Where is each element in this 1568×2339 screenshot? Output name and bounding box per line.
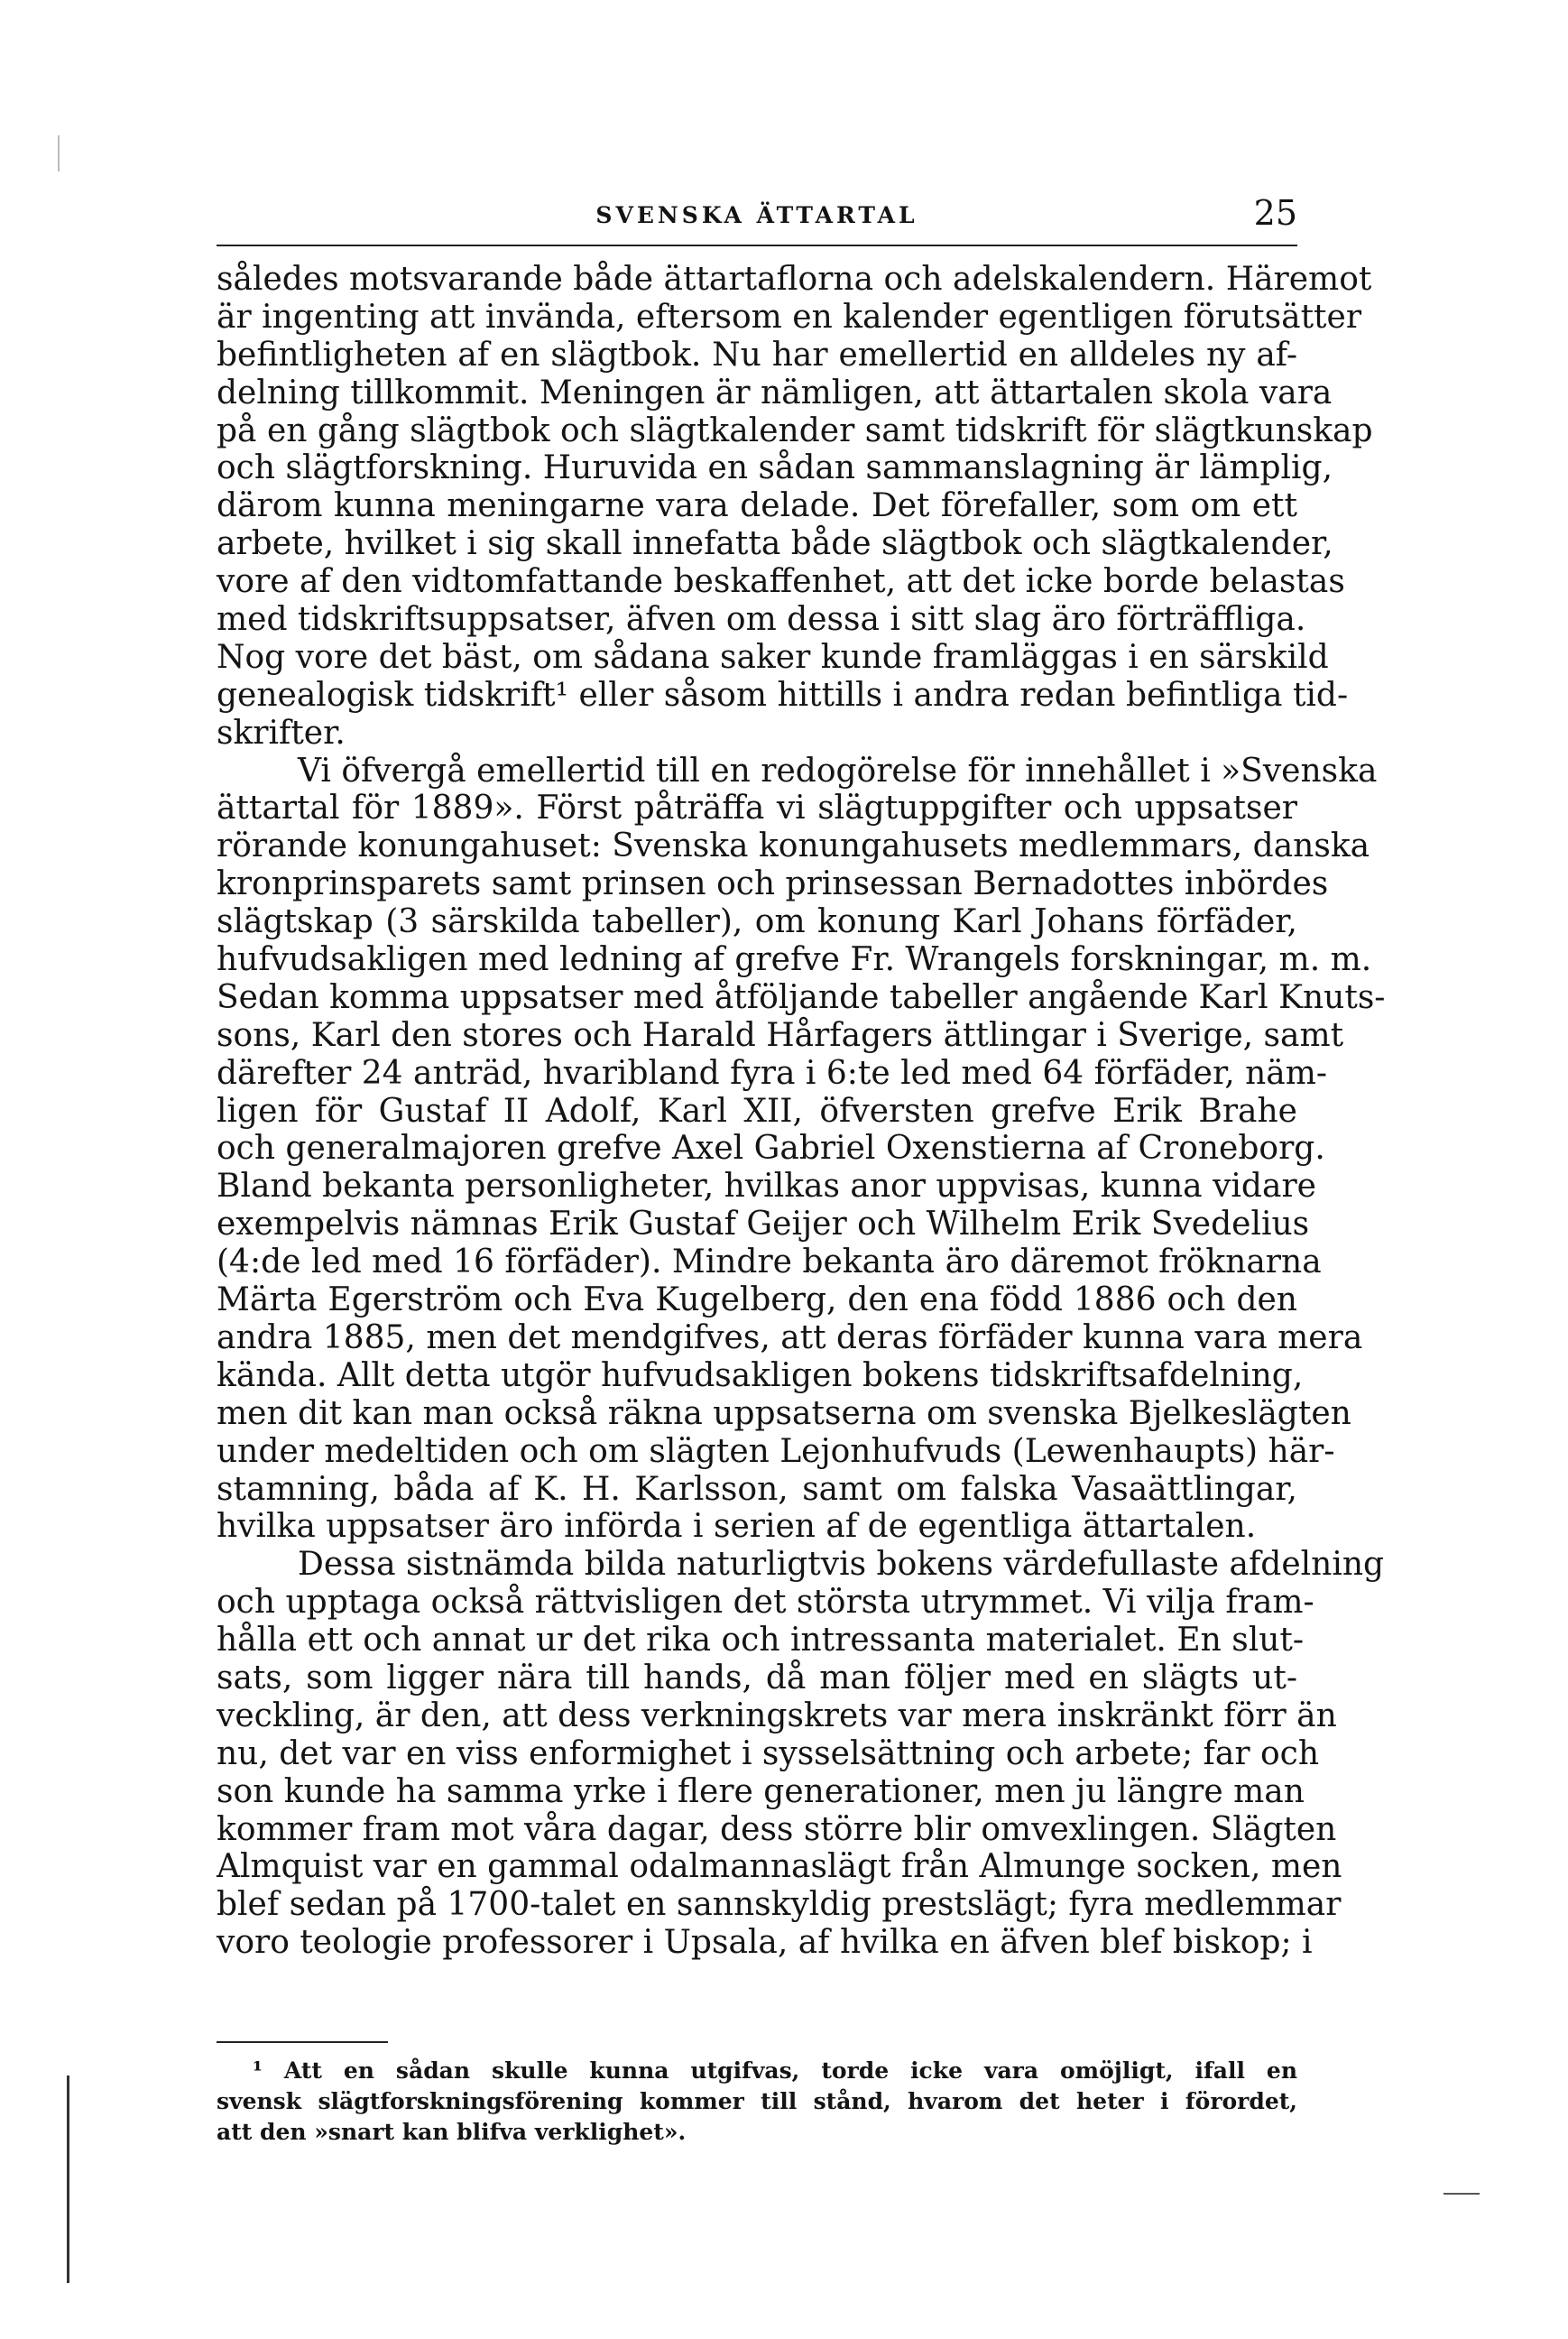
page-number: 25 bbox=[1253, 193, 1297, 233]
text-line: genealogisk tidskrift¹ eller såsom hittills i andra redan befintliga tid- bbox=[217, 676, 1349, 714]
text-line: voro teologie professorer i Upsala, af hvilka en äfven blef biskop; i bbox=[217, 1924, 1313, 1962]
footnote-line: att den »snart kan blifva verklighet». bbox=[217, 2119, 687, 2145]
text-line: (4:de led med 16 förfäder). Mindre bekanta äro däremot fröknarna bbox=[217, 1243, 1322, 1281]
text-line: skrifter. bbox=[217, 714, 346, 752]
header-rule bbox=[217, 245, 1297, 246]
text-line: Almquist var en gammal odalmannaslägt från Almunge socken, men bbox=[217, 1848, 1342, 1886]
text-line: Nog vore det bäst, om sådana saker kunde framläggas i en särskild bbox=[217, 638, 1329, 676]
footnote-line: svensk slägtforskningsförening kommer till stånd, hvarom det heter i förordet, bbox=[217, 2088, 1297, 2114]
body-text bbox=[217, 261, 1386, 1962]
text-line: sats, som ligger nära till hands, då man följer med en slägts ut- bbox=[217, 1659, 1297, 1696]
text-line: befintligheten af en slägtbok. Nu har emellertid en alldeles ny af- bbox=[217, 336, 1297, 374]
text-line: blef sedan på 1700-talet en sannskyldig prestslägt; fyra medlemmar bbox=[217, 1886, 1342, 1924]
text-line: nu, det var en viss enformighet i sysselsättning och arbete; far och bbox=[217, 1734, 1320, 1772]
text-line: därefter 24 anträd, hvaribland fyra i 6:te led med 64 förfäder, näm- bbox=[217, 1054, 1328, 1092]
text-line: son kunde ha samma yrke i flere generationer, men ju längre man bbox=[217, 1772, 1305, 1810]
text-line: arbete, hvilket i sig skall innefatta både slägtbok och slägtkalender, bbox=[217, 525, 1333, 563]
text-line: på en gång slägtbok och slägtkalender samt tidskrift för slägtkunskap bbox=[217, 411, 1373, 449]
text-line: hufvudsakligen med ledning af grefve Fr. Wrangels forskningar, m. m. bbox=[217, 941, 1372, 979]
text-line: Märta Egerström och Eva Kugelberg, den ena född 1886 och den bbox=[217, 1281, 1297, 1319]
footnote-rule bbox=[217, 2041, 388, 2043]
text-line: kända. Allt detta utgör hufvudsakligen bokens tidskriftsafdelning, bbox=[217, 1356, 1304, 1394]
page-header bbox=[217, 193, 1297, 245]
text-line: stamning, båda af K. H. Karlsson, samt om falska Vasaättlingar, bbox=[217, 1470, 1297, 1508]
text-line: och generalmajoren grefve Axel Gabriel Oxenstierna af Croneborg. bbox=[217, 1130, 1325, 1168]
text-line: hvilka uppsatser äro införda i serien af de egentliga ättartalen. bbox=[217, 1508, 1257, 1546]
text-line: ättartal för 1889». Först påträffa vi slägtuppgifter och uppsatser bbox=[217, 790, 1297, 827]
text-line: delning tillkommit. Meningen är nämligen, att ättartalen skola vara bbox=[217, 374, 1333, 411]
text-line: och upptaga också rättvisligen det största utrymmet. Vi vilja fram- bbox=[217, 1584, 1314, 1622]
text-line: vore af den vidtomfattande beskaffenhet, att det icke borde belastas bbox=[217, 563, 1345, 601]
text-line: med tidskriftsuppsatser, äfven om dessa i sitt slag äro förträffliga. bbox=[217, 601, 1306, 639]
text-line: sons, Karl den stores och Harald Hårfagers ättlingar i Sverige, samt bbox=[217, 1016, 1344, 1054]
text-line: och slägtforskning. Huruvida en sådan sammanslagning är lämplig, bbox=[217, 449, 1333, 487]
text-line: är ingenting att invända, eftersom en kalender egentligen förutsätter bbox=[217, 298, 1362, 336]
text-line: därom kunna meningarne vara delade. Det förefaller, som om ett bbox=[217, 487, 1297, 525]
text-line: under medeltiden och om slägten Lejonhufvuds (Lewenhaupts) här- bbox=[217, 1432, 1335, 1470]
text-line: kronprinsparets samt prinsen och prinsessan Bernadottes inbördes bbox=[217, 865, 1329, 903]
text-line: men dit kan man också räkna uppsatserna om svenska Bjelkeslägten bbox=[217, 1394, 1351, 1432]
text-line: veckling, är den, att dess verkningskrets var mera inskränkt förr än bbox=[217, 1696, 1337, 1734]
text-line: Sedan komma uppsatser med åtföljande tabeller angående Karl Knuts- bbox=[217, 978, 1386, 1016]
text-line: således motsvarande både ättartaflorna och adelskalendern. Häremot bbox=[217, 261, 1372, 298]
text-line: kommer fram mot våra dagar, dess större blir omvexlingen. Slägten bbox=[217, 1810, 1337, 1848]
running-title: SVENSKA ÄTTARTAL bbox=[595, 202, 918, 228]
text-line: slägtskap (3 särskilda tabeller), om konung Karl Johans förfäder, bbox=[217, 903, 1297, 941]
text-line: Dessa sistnämda bilda naturligtvis bokens värdefullaste afdelning bbox=[298, 1546, 1385, 1584]
scan-artifact bbox=[58, 135, 60, 171]
text-line: exempelvis nämnas Erik Gustaf Geijer och Wilhelm Erik Svedelius bbox=[217, 1206, 1310, 1243]
text-line: andra 1885, men det mendgifves, att deras förfäder kunna vara mera bbox=[217, 1318, 1363, 1356]
text-line: hålla ett och annat ur det rika och intressanta materialet. En slut- bbox=[217, 1622, 1305, 1659]
footnote-line: ¹ Att en sådan skulle kunna utgifvas, torde icke vara omöjligt, ifall en bbox=[253, 2057, 1297, 2084]
scan-artifact bbox=[1443, 2193, 1480, 2195]
text-line: ligen för Gustaf II Adolf, Karl XII, öfversten grefve Erik Brahe bbox=[217, 1092, 1297, 1130]
text-line: rörande konungahuset: Svenska konungahusets medlemmars, danska bbox=[217, 827, 1370, 865]
footnotes bbox=[217, 2056, 1297, 2148]
scan-artifact bbox=[67, 2076, 69, 2283]
text-line: Bland bekanta personligheter, hvilkas anor uppvisas, kunna vidare bbox=[217, 1168, 1316, 1206]
text-line: Vi öfvergå emellertid till en redogörelse för innehållet i »Svenska bbox=[298, 752, 1378, 790]
